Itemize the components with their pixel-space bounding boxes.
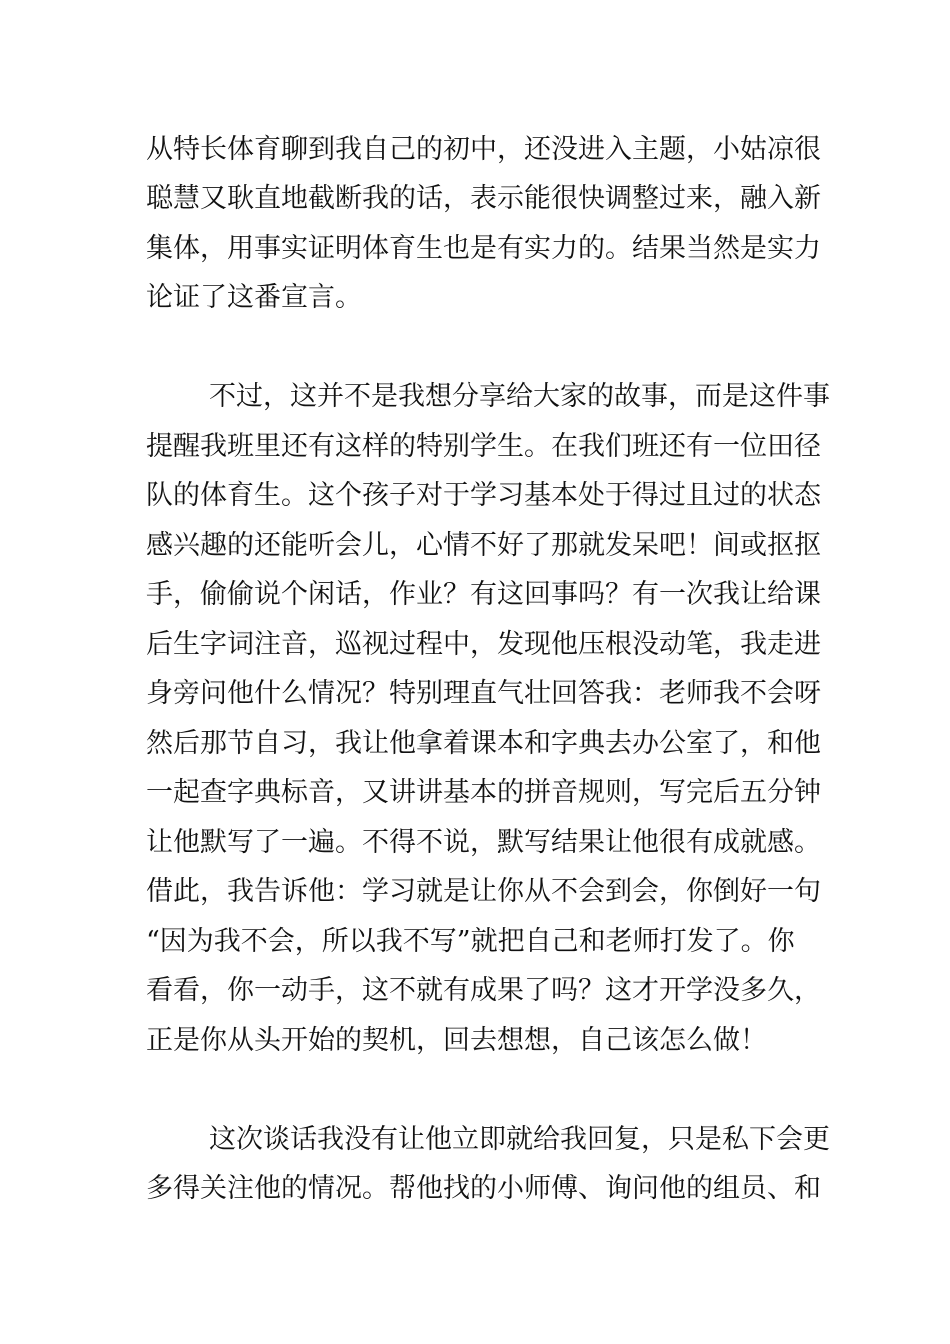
paragraph-2-line-6: 后生字词注音，巡视过程中，发现他压根没动笔，我走进 — [146, 629, 821, 660]
paragraph-1-line-1: 从特长体育聊到我自己的初中，还没进入主题，小姑凉很 — [146, 134, 821, 165]
paragraph-2-line-8: 然后那节自习，我让他拿着课本和字典去办公室了，和他 — [146, 728, 821, 759]
paragraph-2-line-1: 不过，这并不是我想分享给大家的故事，而是这件事 — [209, 381, 830, 412]
paragraph-2-line-14: 正是你从头开始的契机，回去想想，自己该怎么做！ — [146, 1025, 767, 1056]
paragraph-2-line-2: 提醒我班里还有这样的特别学生。在我们班还有一位田径 — [146, 431, 821, 462]
paragraph-2-line-12: “因为我不会，所以我不写”就把自己和老师打发了。你 — [146, 926, 795, 957]
paragraph-2-line-3: 队的体育生。这个孩子对于学习基本处于得过且过的状态 — [146, 480, 821, 511]
paragraph-2-line-9: 一起查字典标音，又讲讲基本的拼音规则，写完后五分钟 — [146, 777, 821, 808]
paragraph-1-line-2: 聪慧又耿直地截断我的话，表示能很快调整过来，融入新 — [146, 183, 821, 214]
paragraph-2-line-5: 手，偷偷说个闲话，作业？有这回事吗？有一次我让给课 — [146, 579, 821, 610]
paragraph-3-line-1: 这次谈话我没有让他立即就给我回复，只是私下会更 — [209, 1124, 830, 1155]
paragraph-2-line-4: 感兴趣的还能听会儿，心情不好了那就发呆吧！间或抠抠 — [146, 530, 821, 561]
paragraph-2-line-10: 让他默写了一遍。不得不说，默写结果让他很有成就感。 — [146, 827, 821, 858]
paragraph-1-line-3: 集体，用事实证明体育生也是有实力的。结果当然是实力 — [146, 233, 821, 264]
paragraph-2-line-11: 借此，我告诉他：学习就是让你从不会到会，你倒好一句 — [146, 876, 821, 907]
paragraph-1-line-4: 论证了这番宣言。 — [146, 282, 362, 313]
paragraph-3-line-2: 多得关注他的情况。帮他找的小师傅、询问他的组员、和 — [146, 1173, 821, 1204]
paragraph-2-line-13: 看看，你一动手，这不就有成果了吗？这才开学没多久， — [146, 975, 821, 1006]
paragraph-2-line-7: 身旁问他什么情况？特别理直气壮回答我：老师我不会呀 — [146, 678, 821, 709]
